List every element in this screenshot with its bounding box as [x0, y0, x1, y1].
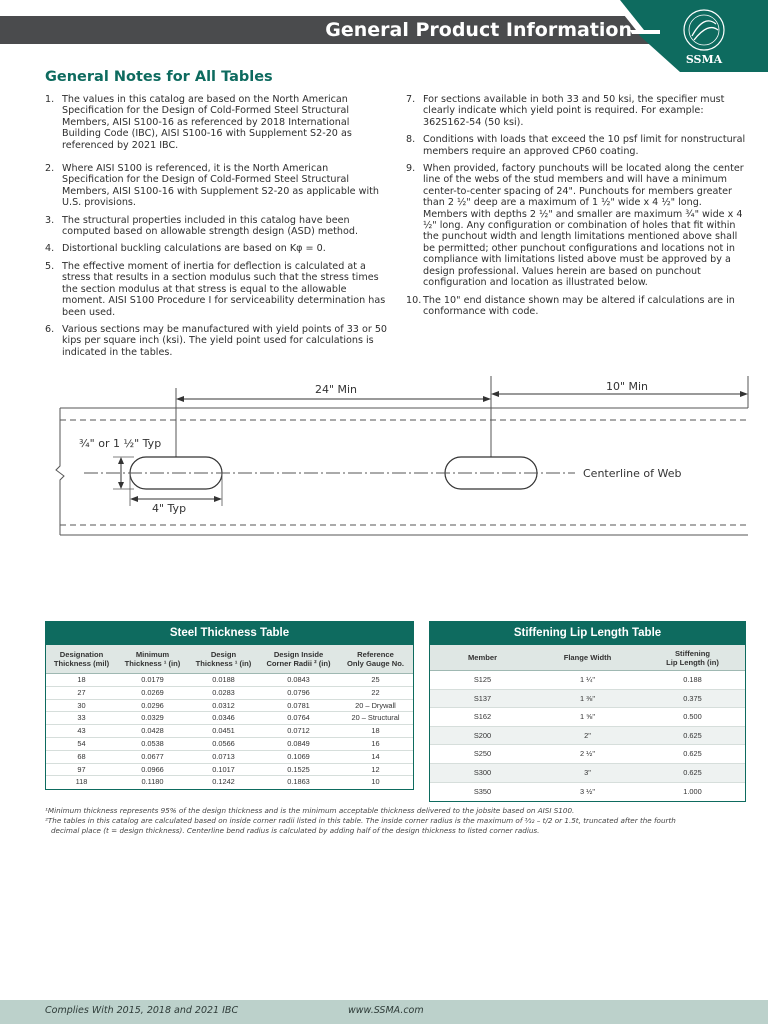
- table-row: 54 0.0538 0.0566 0.0849 16: [46, 738, 413, 751]
- table-header: [46, 645, 413, 674]
- dimension-length-label: 4" Typ: [152, 502, 187, 515]
- table-row: S162 1 ⅝" 0.500: [430, 708, 745, 727]
- steel-thickness-table: [45, 621, 414, 790]
- arrowhead: [491, 391, 499, 397]
- column-header: Minimum Thickness ¹ (in): [124, 650, 181, 668]
- stiffening-lip-table: [429, 621, 746, 802]
- table-row: S350 3 ½" 1.000: [473, 786, 702, 796]
- table-row: 118 0.1180 0.1242 0.1863 10: [75, 777, 380, 787]
- note-item: 7. For sections available in both 33 and 50 ksi, the specifier must clearly indicate which yield point is required. For example: 362S162-54 (50 ksi).: [406, 94, 725, 128]
- table-footnotes: [45, 806, 745, 836]
- arrowhead: [176, 396, 184, 402]
- table-row: 18 0.0179 0.0188 0.0843 25: [46, 674, 413, 687]
- dimension-10-label: 10" Min: [605, 380, 649, 393]
- table-body: [430, 671, 745, 801]
- column-header: Design Thickness ¹ (in): [195, 650, 252, 668]
- table-title: Steel Thickness Table: [46, 622, 413, 645]
- note-item: 4. Distortional buckling calculations are based on Kφ = 0.: [45, 243, 326, 255]
- column-header: Flange Width: [563, 653, 612, 662]
- notes-heading: General Notes for All Tables: [45, 69, 273, 85]
- column-header: Stiffening Lip Length (in): [666, 648, 719, 667]
- note-item: 3. The structural properties included in this catalog have been computed based on allowable strength design (ASD) method.: [45, 214, 358, 238]
- note-item: 1. The values in this catalog are based on the North American Specification for the Design of Cold-Formed Steel Structural Members, AISI S100-16 as referenced by 2018 International Building Code (IBC), AISI S100-16 with Supplement S2-20 as referenced by 2021 IBC.: [45, 94, 352, 151]
- notes-column-left: [45, 94, 390, 364]
- note-item: 6. Various sections may be manufactured with yield points of 33 or 50 kips per square inch (ksi). The yield point used for calculations is indicated in the tables.: [45, 323, 388, 358]
- dimension-width-label: ¾" or 1 ½" Typ: [79, 437, 162, 450]
- note-item: 8. Conditions with loads that exceed the 10 psf limit for nonstructural members require an approved CP60 coating.: [406, 134, 746, 157]
- table-row: S125 1 ¼" 0.188: [430, 671, 745, 690]
- table-row: S250 2 ½" 0.625: [430, 745, 745, 764]
- footnote-2: ²The tables in this catalog are calculated based on inside corner radii listed in this table. The inside corner radius is the maximum of ³⁄₃₂ – t/2 or 1.5t, truncated after the fourth: [45, 816, 676, 825]
- arrowhead: [118, 482, 124, 489]
- column-header: Design Inside Corner Radii ² (in): [266, 650, 331, 668]
- table-row: 43 0.0428 0.0451 0.0712 18: [46, 725, 413, 738]
- table-row: 33 0.0329 0.0346 0.0764 20 – Structural: [46, 712, 413, 725]
- footnote-1: ¹Minimum thickness represents 95% of the design thickness and is the minimum acceptable thickness delivered to the jobsite based on AISI S100.: [45, 806, 575, 815]
- punchout-diagram: [0, 370, 768, 545]
- arrowhead: [214, 496, 222, 502]
- arrowhead: [118, 457, 124, 464]
- note-item: 2. Where AISI S100 is referenced, it is the North American Specification for the Design of Cold-Formed Steel Structural Members, AISI S100-16 with Supplement S2-20 as applicable with U.S. provisions.: [45, 163, 379, 209]
- note-item: 5. The effective moment of inertia for deflection is calculated at a stress that results in a section modulus such that the stress times the section modulus at that stress is equal to the allowable moment. AISI S100 Procedure I for serviceability determination has been used.: [45, 260, 386, 318]
- table-row: S300 3" 0.625: [430, 764, 745, 783]
- arrowhead: [130, 496, 138, 502]
- table-row: 30 0.0296 0.0312 0.0781 20 – Drywall: [46, 700, 413, 713]
- table-body: [46, 674, 413, 789]
- footer-compliance: Complies With 2015, 2018 and 2021 IBC: [45, 1005, 239, 1016]
- table-header: [430, 645, 745, 671]
- table-row: 97 0.0966 0.1017 0.1525 12: [46, 764, 413, 777]
- logo-text: SSMA: [685, 53, 723, 66]
- table-row: 68 0.0677 0.0713 0.1069 14: [46, 751, 413, 764]
- table-title: Stiffening Lip Length Table: [430, 622, 745, 645]
- column-header: Reference Only Gauge No.: [347, 650, 404, 668]
- note-item: 10. The 10" end distance shown may be altered if calculations are in conformance with code.: [406, 294, 735, 317]
- table-row: S137 1 ⅜" 0.375: [430, 690, 745, 709]
- footer-website-link[interactable]: www.SSMA.com: [348, 1005, 424, 1016]
- page-title: General Product Information: [325, 19, 632, 41]
- dimension-24-label: 24" Min: [314, 383, 358, 396]
- arrowhead: [740, 391, 748, 397]
- column-header: Member: [467, 653, 498, 662]
- notes-column-right: [406, 94, 746, 323]
- table-row: S200 2" 0.625: [430, 727, 745, 746]
- arrowhead: [483, 396, 491, 402]
- column-header: Designation Thickness (mil): [53, 650, 110, 668]
- centerline-label: Centerline of Web: [583, 467, 682, 480]
- note-item: 9. When provided, factory punchouts will be located along the center line of the webs of the stud members and will have a minimum center-to-center spacing of 24". Punchouts for members greater than 2 ½" deep are a maximum of 1 ½" wide x 4 ½" long. Members with depths 2 ½" and smaller are maximum ¾" wide x 4 ½" long. Any configuration or combination of holes that fit within the punchout width and length limitations mentioned above shall be permitted; other punchout configurations and locations not in compliance with limitations listed above must be approved by a design professional. Values herein are based on punchout configuration and location as illustrated below.: [406, 163, 744, 289]
- break-line: [56, 408, 64, 535]
- table-row: 27 0.0269 0.0283 0.0796 22: [46, 687, 413, 700]
- footnote-2-cont: decimal place (t = design thickness). Centerline bend radius is calculated by adding half of the design thickness to listed corner radius.: [51, 826, 540, 835]
